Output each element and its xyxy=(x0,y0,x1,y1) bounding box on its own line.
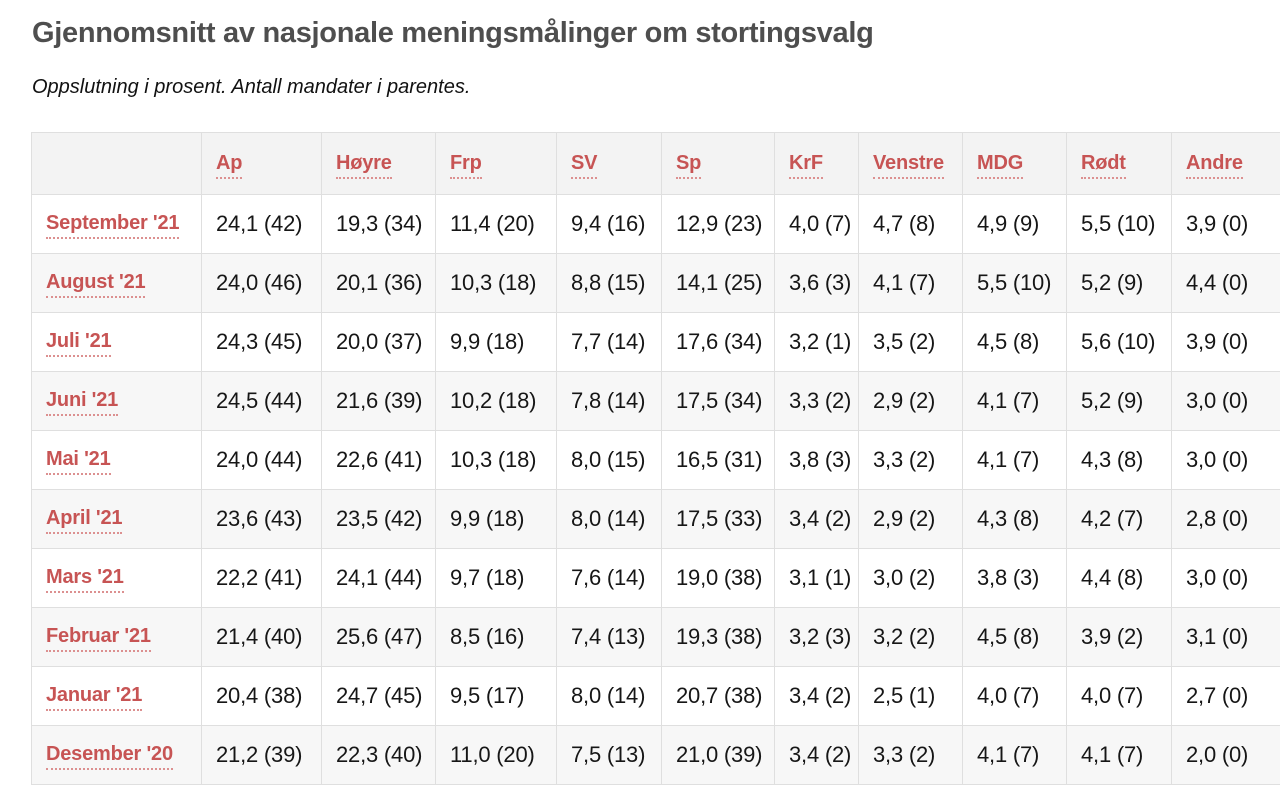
table-row-juni-21 xyxy=(32,371,1280,430)
value-cell-hoyre-januar-21: 24,7 (45) xyxy=(322,666,436,725)
row-label-cell xyxy=(32,312,202,371)
column-header-link-sp[interactable]: Sp xyxy=(676,152,701,179)
value-cell-sv-april-21: 8,0 (14) xyxy=(557,489,662,548)
value-cell-mdg-september-21: 4,9 (9) xyxy=(963,194,1067,253)
value-cell-sv-mars-21: 7,6 (14) xyxy=(557,548,662,607)
value-cell-frp-juni-21: 10,2 (18) xyxy=(436,371,557,430)
column-header-cell-venstre xyxy=(859,132,963,194)
value-cell-hoyre-mai-21: 22,6 (41) xyxy=(322,430,436,489)
value-cell-venstre-desember-20: 3,3 (2) xyxy=(859,725,963,784)
table-row-februar-21 xyxy=(32,607,1280,666)
value-cell-mdg-mai-21: 4,1 (7) xyxy=(963,430,1067,489)
value-cell-sv-juni-21: 7,8 (14) xyxy=(557,371,662,430)
row-label-link-august-21[interactable]: August '21 xyxy=(46,271,145,298)
value-cell-venstre-juni-21: 2,9 (2) xyxy=(859,371,963,430)
value-cell-sp-mars-21: 19,0 (38) xyxy=(662,548,775,607)
value-cell-frp-mai-21: 10,3 (18) xyxy=(436,430,557,489)
value-cell-ap-juni-21: 24,5 (44) xyxy=(202,371,322,430)
value-cell-andre-desember-20: 2,0 (0) xyxy=(1172,725,1280,784)
row-label-cell xyxy=(32,607,202,666)
column-header-link-sv[interactable]: SV xyxy=(571,152,597,179)
value-cell-ap-april-21: 23,6 (43) xyxy=(202,489,322,548)
page-title: Gjennomsnitt av nasjonale meningsmålinger om stortingsvalg xyxy=(32,17,874,49)
value-cell-sp-september-21: 12,9 (23) xyxy=(662,194,775,253)
row-label-cell xyxy=(32,371,202,430)
row-label-cell xyxy=(32,489,202,548)
value-cell-venstre-april-21: 2,9 (2) xyxy=(859,489,963,548)
value-cell-rodt-juni-21: 5,2 (9) xyxy=(1067,371,1172,430)
value-cell-rodt-mars-21: 4,4 (8) xyxy=(1067,548,1172,607)
value-cell-frp-august-21: 10,3 (18) xyxy=(436,253,557,312)
table-row-august-21 xyxy=(32,253,1280,312)
value-cell-sv-august-21: 8,8 (15) xyxy=(557,253,662,312)
value-cell-andre-februar-21: 3,1 (0) xyxy=(1172,607,1280,666)
value-cell-mdg-juni-21: 4,1 (7) xyxy=(963,371,1067,430)
value-cell-venstre-juli-21: 3,5 (2) xyxy=(859,312,963,371)
value-cell-rodt-desember-20: 4,1 (7) xyxy=(1067,725,1172,784)
value-cell-hoyre-mars-21: 24,1 (44) xyxy=(322,548,436,607)
value-cell-andre-juni-21: 3,0 (0) xyxy=(1172,371,1280,430)
page-subtitle: Oppslutning i prosent. Antall mandater i parentes. xyxy=(32,75,471,98)
value-cell-sp-januar-21: 20,7 (38) xyxy=(662,666,775,725)
value-cell-krf-august-21: 3,6 (3) xyxy=(775,253,859,312)
value-cell-venstre-mars-21: 3,0 (2) xyxy=(859,548,963,607)
row-label-link-februar-21[interactable]: Februar '21 xyxy=(46,625,151,652)
value-cell-ap-september-21: 24,1 (42) xyxy=(202,194,322,253)
value-cell-krf-desember-20: 3,4 (2) xyxy=(775,725,859,784)
column-header-link-venstre[interactable]: Venstre xyxy=(873,152,944,179)
value-cell-hoyre-april-21: 23,5 (42) xyxy=(322,489,436,548)
table-row-mars-21 xyxy=(32,548,1280,607)
value-cell-ap-juli-21: 24,3 (45) xyxy=(202,312,322,371)
row-label-cell xyxy=(32,666,202,725)
value-cell-venstre-januar-21: 2,5 (1) xyxy=(859,666,963,725)
value-cell-andre-september-21: 3,9 (0) xyxy=(1172,194,1280,253)
value-cell-mdg-juli-21: 4,5 (8) xyxy=(963,312,1067,371)
value-cell-venstre-august-21: 4,1 (7) xyxy=(859,253,963,312)
value-cell-rodt-mai-21: 4,3 (8) xyxy=(1067,430,1172,489)
value-cell-hoyre-september-21: 19,3 (34) xyxy=(322,194,436,253)
value-cell-venstre-mai-21: 3,3 (2) xyxy=(859,430,963,489)
column-header-link-rodt[interactable]: Rødt xyxy=(1081,152,1126,179)
table-row-april-21 xyxy=(32,489,1280,548)
value-cell-sp-august-21: 14,1 (25) xyxy=(662,253,775,312)
value-cell-krf-juni-21: 3,3 (2) xyxy=(775,371,859,430)
row-label-link-april-21[interactable]: April '21 xyxy=(46,507,122,534)
column-header-cell-frp xyxy=(436,132,557,194)
value-cell-sp-juni-21: 17,5 (34) xyxy=(662,371,775,430)
column-header-cell-sp xyxy=(662,132,775,194)
value-cell-hoyre-februar-21: 25,6 (47) xyxy=(322,607,436,666)
value-cell-sv-desember-20: 7,5 (13) xyxy=(557,725,662,784)
value-cell-sp-desember-20: 21,0 (39) xyxy=(662,725,775,784)
row-label-link-juli-21[interactable]: Juli '21 xyxy=(46,330,111,357)
row-label-link-mars-21[interactable]: Mars '21 xyxy=(46,566,124,593)
column-header-link-mdg[interactable]: MDG xyxy=(977,152,1023,179)
value-cell-rodt-januar-21: 4,0 (7) xyxy=(1067,666,1172,725)
value-cell-venstre-februar-21: 3,2 (2) xyxy=(859,607,963,666)
value-cell-krf-juli-21: 3,2 (1) xyxy=(775,312,859,371)
value-cell-sv-mai-21: 8,0 (15) xyxy=(557,430,662,489)
value-cell-frp-februar-21: 8,5 (16) xyxy=(436,607,557,666)
table-row-mai-21 xyxy=(32,430,1280,489)
value-cell-andre-januar-21: 2,7 (0) xyxy=(1172,666,1280,725)
value-cell-sp-mai-21: 16,5 (31) xyxy=(662,430,775,489)
row-label-link-januar-21[interactable]: Januar '21 xyxy=(46,684,142,711)
value-cell-frp-april-21: 9,9 (18) xyxy=(436,489,557,548)
value-cell-sv-januar-21: 8,0 (14) xyxy=(557,666,662,725)
value-cell-krf-mars-21: 3,1 (1) xyxy=(775,548,859,607)
value-cell-andre-august-21: 4,4 (0) xyxy=(1172,253,1280,312)
value-cell-sp-juli-21: 17,6 (34) xyxy=(662,312,775,371)
row-label-link-mai-21[interactable]: Mai '21 xyxy=(46,448,111,475)
column-header-cell-mdg xyxy=(963,132,1067,194)
row-label-cell xyxy=(32,253,202,312)
row-label-cell xyxy=(32,430,202,489)
value-cell-krf-januar-21: 3,4 (2) xyxy=(775,666,859,725)
value-cell-mdg-august-21: 5,5 (10) xyxy=(963,253,1067,312)
row-label-link-desember-20[interactable]: Desember '20 xyxy=(46,743,173,770)
value-cell-rodt-april-21: 4,2 (7) xyxy=(1067,489,1172,548)
column-header-link-frp[interactable]: Frp xyxy=(450,152,482,179)
column-header-link-krf[interactable]: KrF xyxy=(789,152,823,179)
value-cell-sv-februar-21: 7,4 (13) xyxy=(557,607,662,666)
value-cell-hoyre-juni-21: 21,6 (39) xyxy=(322,371,436,430)
column-header-cell-rodt xyxy=(1067,132,1172,194)
value-cell-frp-september-21: 11,4 (20) xyxy=(436,194,557,253)
value-cell-andre-mai-21: 3,0 (0) xyxy=(1172,430,1280,489)
value-cell-frp-desember-20: 11,0 (20) xyxy=(436,725,557,784)
column-header-link-hoyre[interactable]: Høyre xyxy=(336,152,392,179)
value-cell-frp-januar-21: 9,5 (17) xyxy=(436,666,557,725)
value-cell-sp-april-21: 17,5 (33) xyxy=(662,489,775,548)
column-header-link-ap[interactable]: Ap xyxy=(216,152,242,179)
value-cell-ap-desember-20: 21,2 (39) xyxy=(202,725,322,784)
value-cell-rodt-juli-21: 5,6 (10) xyxy=(1067,312,1172,371)
value-cell-hoyre-august-21: 20,1 (36) xyxy=(322,253,436,312)
value-cell-venstre-september-21: 4,7 (8) xyxy=(859,194,963,253)
value-cell-ap-august-21: 24,0 (46) xyxy=(202,253,322,312)
row-label-cell xyxy=(32,548,202,607)
column-header-cell-ap xyxy=(202,132,322,194)
table-row-januar-21 xyxy=(32,666,1280,725)
row-label-cell xyxy=(32,725,202,784)
value-cell-rodt-august-21: 5,2 (9) xyxy=(1067,253,1172,312)
table-row-desember-20 xyxy=(32,725,1280,784)
value-cell-sp-februar-21: 19,3 (38) xyxy=(662,607,775,666)
value-cell-ap-januar-21: 20,4 (38) xyxy=(202,666,322,725)
column-header-link-andre[interactable]: Andre xyxy=(1186,152,1243,179)
value-cell-mdg-desember-20: 4,1 (7) xyxy=(963,725,1067,784)
value-cell-rodt-februar-21: 3,9 (2) xyxy=(1067,607,1172,666)
value-cell-frp-mars-21: 9,7 (18) xyxy=(436,548,557,607)
value-cell-mdg-april-21: 4,3 (8) xyxy=(963,489,1067,548)
value-cell-mdg-februar-21: 4,5 (8) xyxy=(963,607,1067,666)
page-container xyxy=(0,18,1280,785)
table-row-september-21 xyxy=(32,194,1280,253)
value-cell-frp-juli-21: 9,9 (18) xyxy=(436,312,557,371)
value-cell-mdg-januar-21: 4,0 (7) xyxy=(963,666,1067,725)
table-row-juli-21 xyxy=(32,312,1280,371)
value-cell-ap-februar-21: 21,4 (40) xyxy=(202,607,322,666)
row-label-link-juni-21[interactable]: Juni '21 xyxy=(46,389,118,416)
value-cell-hoyre-desember-20: 22,3 (40) xyxy=(322,725,436,784)
row-label-cell xyxy=(32,194,202,253)
value-cell-andre-april-21: 2,8 (0) xyxy=(1172,489,1280,548)
value-cell-hoyre-juli-21: 20,0 (37) xyxy=(322,312,436,371)
value-cell-mdg-mars-21: 3,8 (3) xyxy=(963,548,1067,607)
value-cell-sv-september-21: 9,4 (16) xyxy=(557,194,662,253)
value-cell-ap-mai-21: 24,0 (44) xyxy=(202,430,322,489)
value-cell-krf-april-21: 3,4 (2) xyxy=(775,489,859,548)
corner-cell xyxy=(32,132,202,194)
column-header-cell-krf xyxy=(775,132,859,194)
value-cell-krf-februar-21: 3,2 (3) xyxy=(775,607,859,666)
value-cell-rodt-september-21: 5,5 (10) xyxy=(1067,194,1172,253)
polls-table xyxy=(31,132,1280,785)
value-cell-sv-juli-21: 7,7 (14) xyxy=(557,312,662,371)
value-cell-krf-mai-21: 3,8 (3) xyxy=(775,430,859,489)
value-cell-andre-mars-21: 3,0 (0) xyxy=(1172,548,1280,607)
column-header-cell-sv xyxy=(557,132,662,194)
value-cell-andre-juli-21: 3,9 (0) xyxy=(1172,312,1280,371)
column-header-cell-hoyre xyxy=(322,132,436,194)
column-header-cell-andre xyxy=(1172,132,1280,194)
value-cell-krf-september-21: 4,0 (7) xyxy=(775,194,859,253)
value-cell-ap-mars-21: 22,2 (41) xyxy=(202,548,322,607)
header-row xyxy=(32,132,1280,194)
row-label-link-september-21[interactable]: September '21 xyxy=(46,212,179,239)
